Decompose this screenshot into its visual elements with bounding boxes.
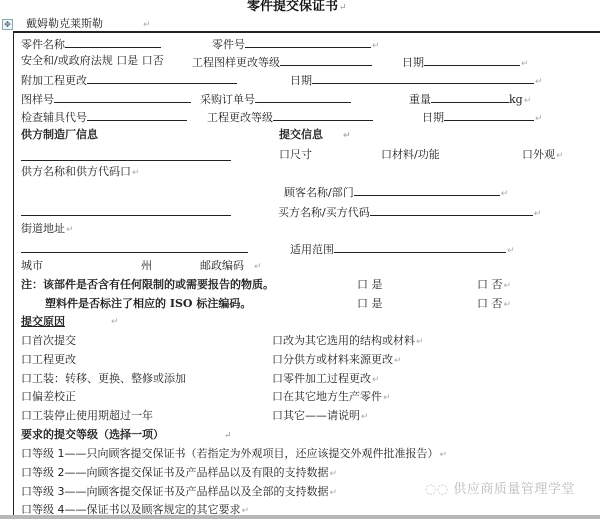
date-label: 日期	[402, 56, 424, 69]
buyer-code-blank[interactable]	[370, 204, 533, 216]
option-appearance[interactable]	[522, 148, 564, 163]
reason-label: 工装停止使用期超过一年	[32, 409, 153, 422]
checkbox[interactable]: 口	[21, 485, 32, 498]
reason-first-submission[interactable]	[21, 334, 76, 348]
paragraph-mark: ↵	[507, 246, 515, 256]
supplier-name-blank[interactable]	[21, 160, 231, 161]
zip-text: 邮政编码	[200, 259, 244, 272]
submission-info-heading	[279, 128, 351, 143]
supplier-name-code-label	[21, 165, 140, 180]
checkbox[interactable]: 口	[21, 409, 32, 422]
reason-label: 分供方或材料来源更改	[283, 353, 393, 366]
level-3[interactable]	[21, 485, 337, 500]
paragraph-mark: ↵	[535, 114, 543, 124]
paragraph-mark: ↵	[372, 375, 380, 385]
city-label: 城市	[21, 259, 43, 272]
part-name-field[interactable]	[21, 36, 161, 52]
date-label: 日期	[290, 74, 312, 87]
reason-subsupplier-change[interactable]	[272, 353, 402, 368]
paragraph-mark: ↵	[224, 431, 232, 441]
checkbox[interactable]: 口	[21, 334, 32, 347]
checkbox[interactable]: 口	[272, 372, 283, 385]
levels-heading-text: 要求的提交等级（选择一项）	[21, 428, 164, 441]
checking-aid-blank[interactable]	[87, 109, 187, 121]
additional-eng-change-label: 附加工程更改	[21, 74, 87, 87]
checkbox[interactable]: 口	[21, 390, 32, 403]
date-blank[interactable]	[424, 54, 520, 66]
safety-regulation-row	[21, 54, 164, 68]
paragraph-mark: ↵	[329, 488, 338, 498]
checking-aid-label: 检查辅具代号	[21, 111, 87, 124]
eng-change-level-field[interactable]	[207, 109, 373, 125]
weight-blank[interactable]	[431, 91, 509, 103]
safety-no-label: 否	[152, 54, 164, 67]
paragraph-mark: ↵	[143, 20, 151, 30]
safety-yes-checkbox[interactable]: 口	[116, 54, 128, 67]
checkbox[interactable]: 口	[272, 353, 283, 366]
safety-yes-label: 是	[127, 54, 139, 67]
date-field-3[interactable]	[422, 109, 543, 126]
reason-label: 工程更改	[32, 353, 76, 366]
note-q1-no[interactable]	[477, 278, 511, 293]
reason-label: 在其它地方生产零件	[283, 390, 382, 403]
q2-yes-label: 是	[371, 297, 383, 310]
po-number-field[interactable]	[200, 91, 351, 107]
street-address-blank[interactable]	[21, 215, 231, 216]
watermark	[425, 483, 575, 497]
zip-label	[200, 259, 262, 274]
paragraph-mark: ↵	[503, 300, 512, 310]
note-q1-yes[interactable]	[357, 278, 383, 292]
paragraph-mark: ↵	[523, 96, 532, 106]
q1-no-label: 否	[491, 278, 503, 291]
application-label: 适用范围	[290, 243, 334, 256]
po-number-label: 采购订单号	[200, 93, 255, 106]
drawing-change-level-field[interactable]	[192, 54, 372, 70]
weight-field[interactable]	[409, 91, 531, 108]
table-left-border	[13, 31, 14, 517]
paragraph-mark: ↵	[361, 412, 369, 422]
reason-eng-change[interactable]	[21, 353, 76, 367]
checkbox[interactable]: 口	[21, 447, 32, 460]
weight-label: 重量	[409, 93, 431, 106]
reason-deviation[interactable]	[21, 390, 76, 404]
company-name	[26, 17, 151, 32]
checkbox[interactable]: 口	[21, 466, 32, 479]
state-label: 州	[141, 259, 152, 272]
application-field[interactable]	[290, 241, 515, 258]
note-label: 注：	[21, 278, 43, 291]
paragraph-mark: ↵	[416, 337, 424, 347]
option-dimension[interactable]	[279, 148, 312, 162]
note-q2-yes[interactable]	[357, 297, 383, 311]
q2-no-checkbox[interactable]: 口	[477, 297, 488, 310]
paragraph-mark: ↵	[343, 131, 351, 141]
reasons-heading-text: 提交原因	[21, 315, 65, 328]
paragraph-mark: ↵	[503, 281, 512, 291]
customer-dept-blank[interactable]	[354, 184, 500, 196]
note-q2-no[interactable]	[477, 297, 511, 312]
part-number-blank[interactable]	[245, 36, 371, 48]
paragraph-mark: ↵	[556, 151, 564, 161]
eng-change-level-blank[interactable]	[273, 109, 373, 121]
date-label: 日期	[422, 111, 444, 124]
paragraph-mark: ↵	[254, 262, 262, 272]
reason-label: 工装：转移、更换、整修或添加	[32, 372, 186, 385]
option-material-function[interactable]	[381, 148, 440, 162]
paragraph-mark: ↵	[132, 168, 140, 178]
table-move-handle-icon[interactable]: ✥	[2, 19, 13, 30]
date-blank[interactable]	[312, 72, 534, 84]
paragraph-mark: ↵	[66, 225, 74, 235]
reason-tooling[interactable]	[21, 372, 186, 386]
drawing-change-level-label: 工程图样更改等级	[192, 56, 280, 69]
reason-label: 首次提交	[32, 334, 76, 347]
street-address-text: 街道地址	[21, 222, 65, 235]
paragraph-mark: ↵	[521, 59, 529, 69]
q2-no-label: 否	[491, 297, 503, 310]
dimension-label: 尺寸	[290, 148, 312, 161]
q2-yes-checkbox[interactable]: 口	[357, 297, 368, 310]
note-q1-text: 该部件是否含有任何限制的或需要报告的物质。	[43, 278, 274, 291]
additional-eng-change-blank[interactable]	[87, 72, 237, 84]
date-field-2[interactable]	[290, 72, 543, 89]
level-2[interactable]	[21, 466, 337, 481]
paragraph-mark: ↵	[383, 393, 391, 403]
company-text: 戴姆勒克莱斯勒	[26, 17, 103, 30]
paragraph-mark: ↵	[372, 41, 380, 51]
note-restricted-substance	[21, 278, 274, 292]
q1-yes-label: 是	[371, 278, 383, 291]
additional-eng-change-field[interactable]	[21, 72, 237, 88]
reason-label: 偏差校正	[32, 390, 76, 403]
customer-dept-label: 顾客名称/部门	[284, 186, 354, 199]
reasons-heading	[21, 315, 65, 329]
wechat-icon: ◌◌	[425, 482, 449, 497]
level-label: 等级 1——只向顾客提交保证书（若指定为外观项目，还应该提交外观件批准报告）	[32, 447, 439, 460]
q1-no-checkbox[interactable]: 口	[477, 278, 488, 291]
levels-heading	[21, 428, 232, 443]
buyer-code-label: 买方名称/买方代码	[278, 206, 370, 219]
date-field-1[interactable]	[402, 54, 529, 71]
paragraph-mark: ↵	[394, 356, 402, 366]
drawing-number-field[interactable]	[21, 91, 191, 107]
safety-no-checkbox[interactable]: 口	[141, 54, 153, 67]
dimension-checkbox[interactable]: 口	[279, 148, 290, 161]
level-1[interactable]	[21, 447, 447, 462]
eng-change-level-label: 工程更改等级	[207, 111, 273, 124]
paragraph-mark: ↵	[500, 189, 509, 199]
reason-other-location[interactable]	[272, 390, 391, 405]
watermark-text: 供应商质量管理学堂	[453, 482, 575, 497]
checkbox[interactable]: 口	[21, 372, 32, 385]
reason-label: 零件加工过程更改	[283, 372, 371, 385]
street-address-label	[21, 222, 74, 237]
paragraph-mark: ↵	[111, 317, 119, 327]
checkbox[interactable]: 口	[272, 409, 283, 422]
drawing-number-label: 图样号	[21, 93, 54, 106]
part-name-label: 零件名称	[21, 38, 65, 51]
table-top-border	[13, 31, 600, 33]
checkbox[interactable]: 口	[21, 503, 32, 516]
reason-other[interactable]	[272, 409, 369, 424]
paragraph-mark: ↵	[535, 77, 543, 87]
safety-regulation-label: 安全和/或政府法规	[21, 54, 113, 67]
paragraph-mark: ↵	[439, 450, 448, 460]
document-title	[247, 0, 347, 15]
paragraph-mark: ↵	[241, 506, 250, 516]
appearance-label: 外观	[533, 148, 555, 161]
title-text: 零件提交保证书	[247, 0, 339, 14]
material-function-label: 材料/功能	[392, 148, 440, 161]
drawing-change-level-blank[interactable]	[280, 54, 372, 66]
paragraph-mark: ↵	[533, 209, 542, 219]
part-number-label: 零件号	[212, 38, 245, 51]
checkbox[interactable]: 口	[21, 353, 32, 366]
po-number-blank[interactable]	[255, 91, 351, 103]
checkbox[interactable]: 口	[272, 334, 283, 347]
paragraph-mark: ↵	[329, 469, 338, 479]
application-blank[interactable]	[334, 241, 506, 253]
part-number-field[interactable]	[212, 36, 380, 53]
checkbox[interactable]: 口	[272, 390, 283, 403]
weight-unit: kg	[509, 93, 523, 106]
paragraph-mark: ↵	[339, 3, 347, 13]
buyer-code-field[interactable]	[278, 204, 541, 221]
note-iso-marking: 塑料件是否标注了相应的 ISO 标注编码。	[45, 297, 252, 310]
submission-info-text: 提交信息	[279, 128, 323, 141]
reason-label: 其它——请说明	[283, 409, 360, 422]
q1-yes-checkbox[interactable]: 口	[357, 278, 368, 291]
drawing-number-blank[interactable]	[54, 91, 191, 103]
part-name-blank[interactable]	[65, 36, 161, 48]
checking-aid-field[interactable]	[21, 109, 187, 125]
supplier-name-code-text: 供方名称和供方代码口	[21, 165, 131, 178]
level-4[interactable]	[21, 503, 249, 518]
reason-tooling-inactive[interactable]	[21, 409, 153, 423]
reason-process-change[interactable]	[272, 372, 380, 387]
level-label: 等级 2——向顾客提交保证书及产品样品以及有限的支持数据	[32, 466, 329, 479]
appearance-checkbox[interactable]: 口	[522, 148, 533, 161]
level-label: 等级 3——向顾客提交保证书及产品样品以及全部的支持数据	[32, 485, 329, 498]
customer-dept-field[interactable]	[284, 184, 508, 201]
material-function-checkbox[interactable]: 口	[381, 148, 392, 161]
supplier-heading: 供方制造厂信息	[21, 128, 98, 141]
date-blank[interactable]	[444, 109, 534, 121]
reason-optional-construction[interactable]	[272, 334, 424, 349]
reason-label: 改为其它选用的结构或材料	[283, 334, 415, 347]
level-label: 等级 4——保证书以及顾客规定的其它要求	[32, 503, 241, 516]
city-state-blank[interactable]	[21, 252, 248, 253]
